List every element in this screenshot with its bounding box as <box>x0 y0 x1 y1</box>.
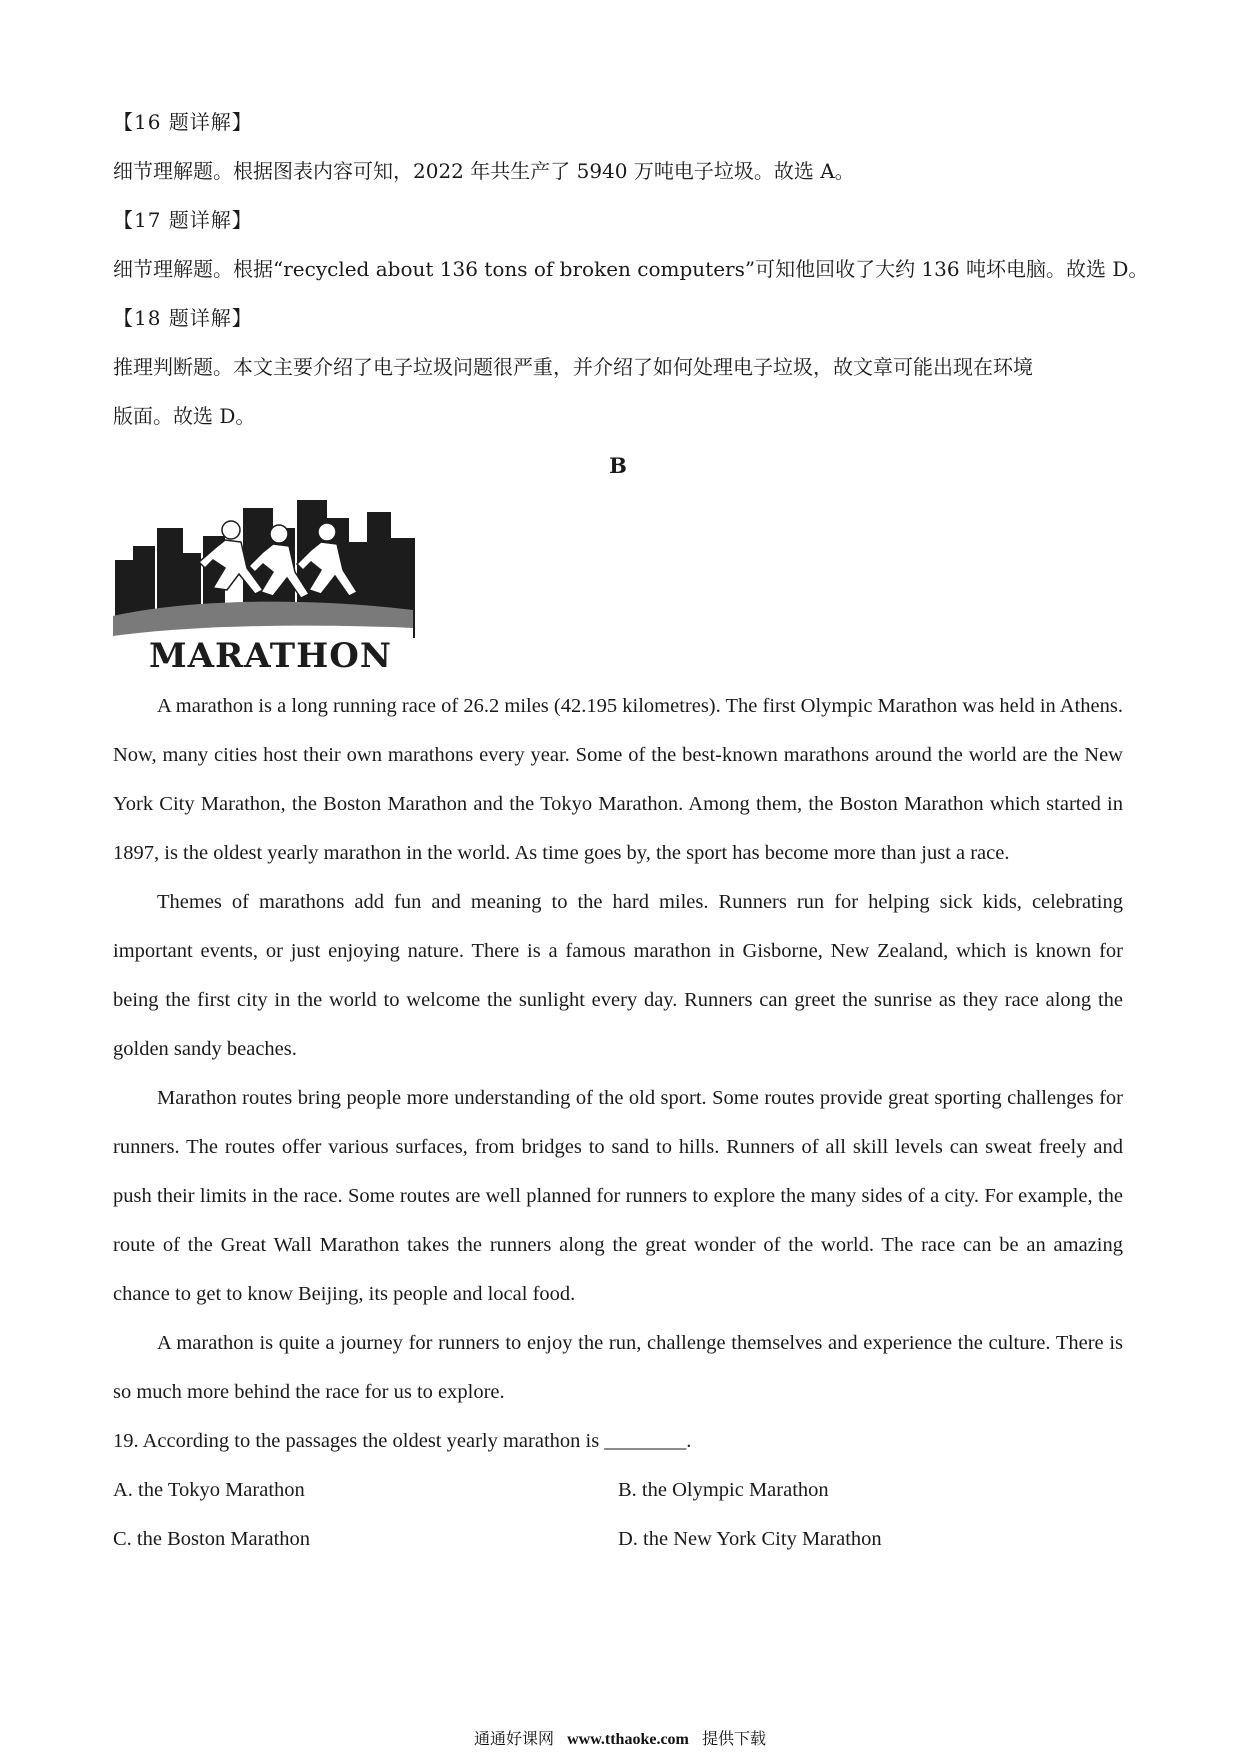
explanation-text-16: 细节理解题。根据图表内容可知，2022 年共生产了 5940 万吨电子垃圾。故选 A。 <box>113 159 855 183</box>
passage-paragraph-2: Themes of marathons add fun and meaning to the hard miles. Runners run for helping sick kids, celebrating important events, or just enjoying nature. There is a famous marathon in Gisborne, New Zealand, which is known for being the first city in the world to welcome the sunlight every day. Runners can greet the sunrise as they race along the golden sandy beaches. <box>113 891 1123 1060</box>
option-a: A. the Tokyo Marathon <box>113 1479 305 1501</box>
passage-paragraph-4: A marathon is quite a journey for runners to enjoy the run, challenge themselves and experience the culture. There is so much more behind the race for us to explore. <box>113 1332 1123 1403</box>
explanation-heading-16: 【16 题详解】 <box>113 110 253 134</box>
explanation-heading-17: 【17 题详解】 <box>113 208 253 232</box>
page-footer <box>0 1726 1240 1749</box>
marathon-logo <box>113 498 423 678</box>
document-page <box>113 98 1149 1564</box>
explanation-text-18-line1: 推理判断题。本文主要介绍了电子垃圾问题很严重，并介绍了如何处理电子垃圾，故文章可能出现在环境 <box>113 355 1033 379</box>
options-row-2 <box>113 1515 1123 1564</box>
question-stem: 19. According to the passages the oldest yearly marathon is ________. <box>113 1430 692 1452</box>
explanation-text-17: 细节理解题。根据“recycled about 136 tons of broken computers”可知他回收了大约 136 吨坏电脑。故选 D。 <box>113 257 1149 281</box>
option-d: D. the New York City Marathon <box>618 1528 882 1550</box>
option-b: B. the Olympic Marathon <box>618 1479 829 1501</box>
explanation-heading-18: 【18 题详解】 <box>113 306 253 330</box>
footer-suffix: 提供下载 <box>701 1729 766 1748</box>
footer-site-name: 通通好课网 <box>474 1729 555 1748</box>
logo-text: MARATHON <box>149 636 392 676</box>
footer-url[interactable]: www.tthaoke.com <box>567 1731 689 1748</box>
explanation-text-18-line2: 版面。故选 D。 <box>113 404 256 428</box>
options-row-1 <box>113 1466 1123 1515</box>
passage-paragraph-3: Marathon routes bring people more understanding of the old sport. Some routes provide great sporting challenges for runners. The routes offer various surfaces, from bridges to sand to hills. Runners of all skill levels can sweat freely and push their limits in the race. Some routes are well planned for runners to explore the many sides of a city. For example, the route of the Great Wall Marathon takes the runners along the great wonder of the world. The race can be an amazing chance to get to know Beijing, its people and local food. <box>113 1087 1123 1305</box>
option-c: C. the Boston Marathon <box>113 1528 311 1550</box>
passage-paragraph-1: A marathon is a long running race of 26.2 miles (42.195 kilometres). The first Olympic Marathon was held in Athens. Now, many cities host their own marathons every year. Some of the best-known marathons around the world are the New York City Marathon, the Boston Marathon and the Tokyo Marathon. Among them, the Boston Marathon which started in 1897, is the oldest yearly marathon in the world. As time goes by, the sport has become more than just a race. <box>113 695 1123 864</box>
section-label: B <box>609 453 627 478</box>
